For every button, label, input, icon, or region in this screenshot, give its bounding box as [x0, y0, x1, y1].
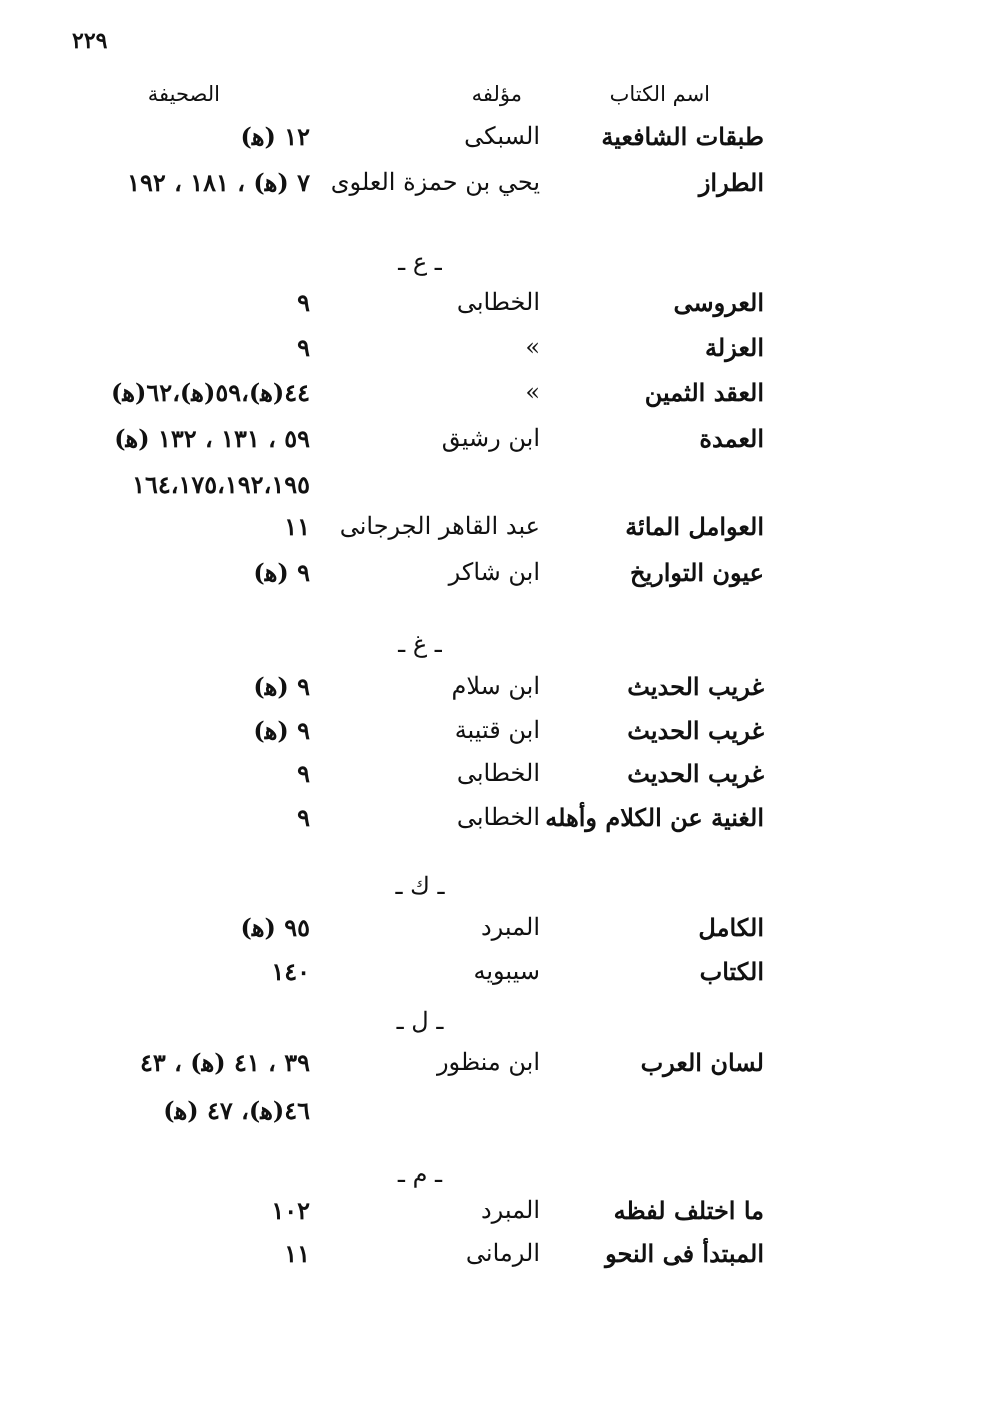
book-author: ابن شاكر	[448, 558, 540, 586]
book-pages: ٩	[297, 333, 310, 362]
book-author: »	[525, 333, 540, 361]
table-row	[0, 288, 992, 334]
book-pages: ١٠٢	[271, 1196, 310, 1225]
book-author: ابن سلام	[451, 672, 540, 700]
book-pages: ٥٩ ، ١٣١ ، ١٣٢ (ﻫ)	[114, 424, 310, 453]
book-title: غريب الحديث	[627, 716, 764, 745]
section-letter: ـ ك ـ	[395, 872, 445, 900]
book-title: العروسى	[673, 288, 764, 317]
book-author: يحي بن حمزة العلوى	[330, 168, 540, 196]
book-author: عبد القاهر الجرجانى	[339, 512, 540, 540]
book-pages: ٩ (ﻫ)	[253, 672, 310, 701]
book-author: الخطابى	[456, 288, 540, 316]
table-row	[0, 424, 992, 470]
book-title: الكامل	[698, 913, 764, 942]
table-row	[0, 1196, 992, 1242]
book-title: عيون التواريخ	[630, 558, 764, 587]
book-title: العزلة	[705, 333, 764, 362]
book-title: لسان العرب	[640, 1048, 764, 1077]
book-pages: ١٤٠	[271, 957, 310, 986]
table-row	[0, 672, 992, 718]
book-pages: ٩	[297, 759, 310, 788]
table-row	[0, 803, 992, 849]
book-pages: ٩٥ (ﻫ)	[240, 913, 310, 942]
table-row	[0, 1239, 992, 1285]
table-row	[0, 558, 992, 604]
book-pages: ٤٤(ﻫ)،٥٩(ﻫ)،٦٢(ﻫ)	[111, 378, 310, 407]
section-letter: ـ غ ـ	[398, 630, 442, 658]
book-author: الخطابى	[456, 803, 540, 831]
book-pages: ١٦٤،١٧٥،١٩٢،١٩٥	[132, 470, 310, 499]
header-title: اسم الكتاب	[609, 82, 710, 106]
book-title: الغنية عن الكلام وأهله	[545, 803, 764, 832]
book-author: »	[525, 378, 540, 406]
table-row	[0, 378, 992, 424]
table-row	[0, 759, 992, 805]
book-author: المبرد	[480, 1196, 540, 1224]
table-row	[0, 913, 992, 959]
book-pages: ٩ (ﻫ)	[253, 558, 310, 587]
page-number: ٢٢٩	[72, 28, 108, 54]
book-author: المبرد	[480, 913, 540, 941]
book-pages: ٣٩ ، ٤١ (ﻫ) ، ٤٣	[140, 1048, 310, 1077]
book-author: ابن رشيق	[441, 424, 540, 452]
book-title: العقد الثمين	[644, 378, 764, 407]
table-row	[0, 168, 992, 214]
book-pages: ٩ (ﻫ)	[253, 716, 310, 745]
book-pages: ١١	[284, 1239, 310, 1268]
book-title: الطراز	[698, 168, 764, 197]
table-row	[0, 1096, 992, 1142]
book-author: السبكى	[464, 122, 540, 150]
book-title: غريب الحديث	[627, 759, 764, 788]
book-author: ابن قتيبة	[454, 716, 540, 744]
book-title: العوامل المائة	[625, 512, 764, 541]
section-letter: ـ م ـ	[397, 1160, 443, 1188]
table-row	[0, 333, 992, 379]
section-letter: ـ ل ـ	[396, 1007, 444, 1035]
book-pages: ٩	[297, 803, 310, 832]
header-pages: الصحيفة	[147, 82, 220, 106]
book-title: المبتدأ فى النحو	[605, 1239, 764, 1268]
book-title: الكتاب	[699, 957, 764, 986]
table-row	[0, 1048, 992, 1094]
book-author: الرمانى	[465, 1239, 540, 1267]
book-author: الخطابى	[456, 759, 540, 787]
book-author: ابن منظور	[436, 1048, 540, 1076]
book-author: سيبويه	[473, 957, 540, 985]
book-pages: ١٢ (ﻫ)	[240, 122, 310, 151]
table-row	[0, 470, 992, 516]
book-pages: ٧ (ﻫ) ، ١٨١ ، ١٩٢	[127, 168, 310, 197]
table-row	[0, 512, 992, 558]
header-author: مؤلفه	[471, 82, 522, 106]
book-title: طبقات الشافعية	[601, 122, 764, 151]
book-title: غريب الحديث	[627, 672, 764, 701]
table-row	[0, 122, 992, 168]
table-row	[0, 957, 992, 1003]
book-title: العمدة	[699, 424, 764, 453]
book-title: ما اختلف لفظه	[613, 1196, 764, 1225]
book-pages: ٩	[297, 288, 310, 317]
book-pages: ١١	[284, 512, 310, 541]
table-row	[0, 716, 992, 762]
book-pages: ٤٦(ﻫ)، ٤٧ (ﻫ)	[163, 1096, 310, 1125]
section-letter: ـ ع ـ	[398, 248, 442, 276]
